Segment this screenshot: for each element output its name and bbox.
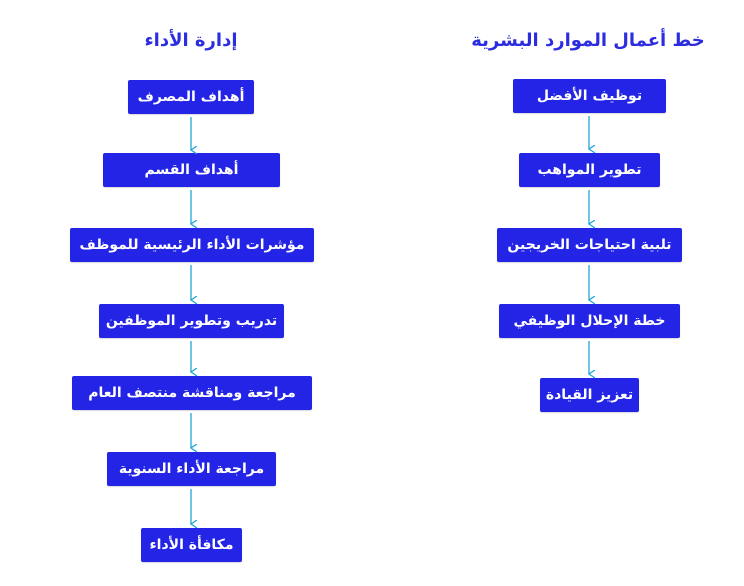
- left-step-3: مؤشرات الأداء الرئيسية للموظف: [70, 228, 314, 262]
- left-column-title: إدارة الأداء: [144, 30, 238, 51]
- left-step-4: تدريب وتطوير الموظفين: [99, 304, 284, 338]
- right-step-2: تطوير المواهب: [519, 153, 660, 187]
- right-step-3: تلبية احتياجات الخريجين: [497, 228, 682, 262]
- right-column-title: خط أعمال الموارد البشرية: [471, 30, 705, 51]
- left-step-7: مكافأة الأداء: [141, 528, 242, 562]
- right-step-5: تعزيز القيادة: [540, 378, 639, 412]
- left-step-6: مراجعة الأداء السنوية: [107, 452, 276, 486]
- left-step-1: أهداف المصرف: [128, 80, 254, 114]
- right-step-1: توظيف الأفضل: [513, 79, 666, 113]
- left-step-5: مراجعة ومناقشة منتصف العام: [72, 376, 312, 410]
- left-step-2: أهداف القسم: [103, 153, 280, 187]
- right-step-4: خطة الإحلال الوظيفي: [499, 304, 680, 338]
